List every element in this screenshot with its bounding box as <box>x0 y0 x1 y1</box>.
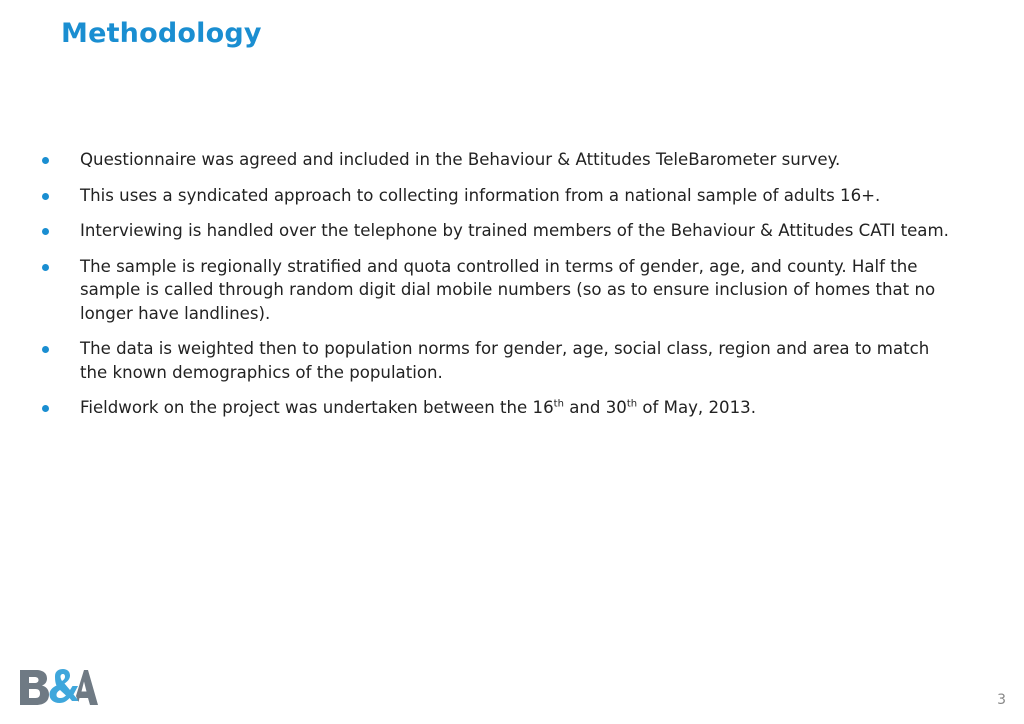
bullet-dot-icon <box>42 157 49 164</box>
page-number: 3 <box>997 692 1006 708</box>
bullet-dot-icon <box>42 346 49 353</box>
ordinal-suffix: th <box>626 398 638 410</box>
bullet-dot-icon <box>42 228 49 235</box>
list-item <box>40 337 950 384</box>
bullet-dot-icon <box>42 405 49 412</box>
slide-title: Methodology <box>61 18 262 49</box>
ordinal-suffix: th <box>553 398 564 410</box>
list-item <box>40 255 950 326</box>
list-item <box>40 396 950 420</box>
bullet-text: This uses a syndicated approach to collecting information from a national sample of adults 16+. <box>80 185 881 205</box>
fieldwork-text-part: Fieldwork on the project was undertaken between the 16 <box>80 398 554 417</box>
bullet-text: Questionnaire was agreed and included in the Behaviour & Attitudes TeleBarometer survey. <box>80 150 841 169</box>
ba-logo-icon <box>18 666 98 708</box>
list-item <box>40 148 950 172</box>
fieldwork-text-part: of May, 2013. <box>637 398 756 417</box>
list-item <box>40 184 950 208</box>
bullet-dot-icon <box>42 264 49 271</box>
fieldwork-text-part: and 30 <box>563 398 627 417</box>
bullet-dot-icon <box>42 193 49 200</box>
bullet-text: Interviewing is handled over the telephone by trained members of the Behaviour & Attitudes CATI team. <box>80 221 949 240</box>
bullet-text: The sample is regionally stratified and quota controlled in terms of gender, age, and county. Half the sample is called through random digit dial mobile numbers (so as to ensure inclusion of homes that no longer have landlines). <box>80 256 936 323</box>
list-item <box>40 219 950 243</box>
methodology-bullet-list <box>40 148 950 432</box>
bullet-text: The data is weighted then to population norms for gender, age, social class, region and area to match the known demographics of the population. <box>80 339 930 382</box>
bullet-text <box>80 398 756 417</box>
